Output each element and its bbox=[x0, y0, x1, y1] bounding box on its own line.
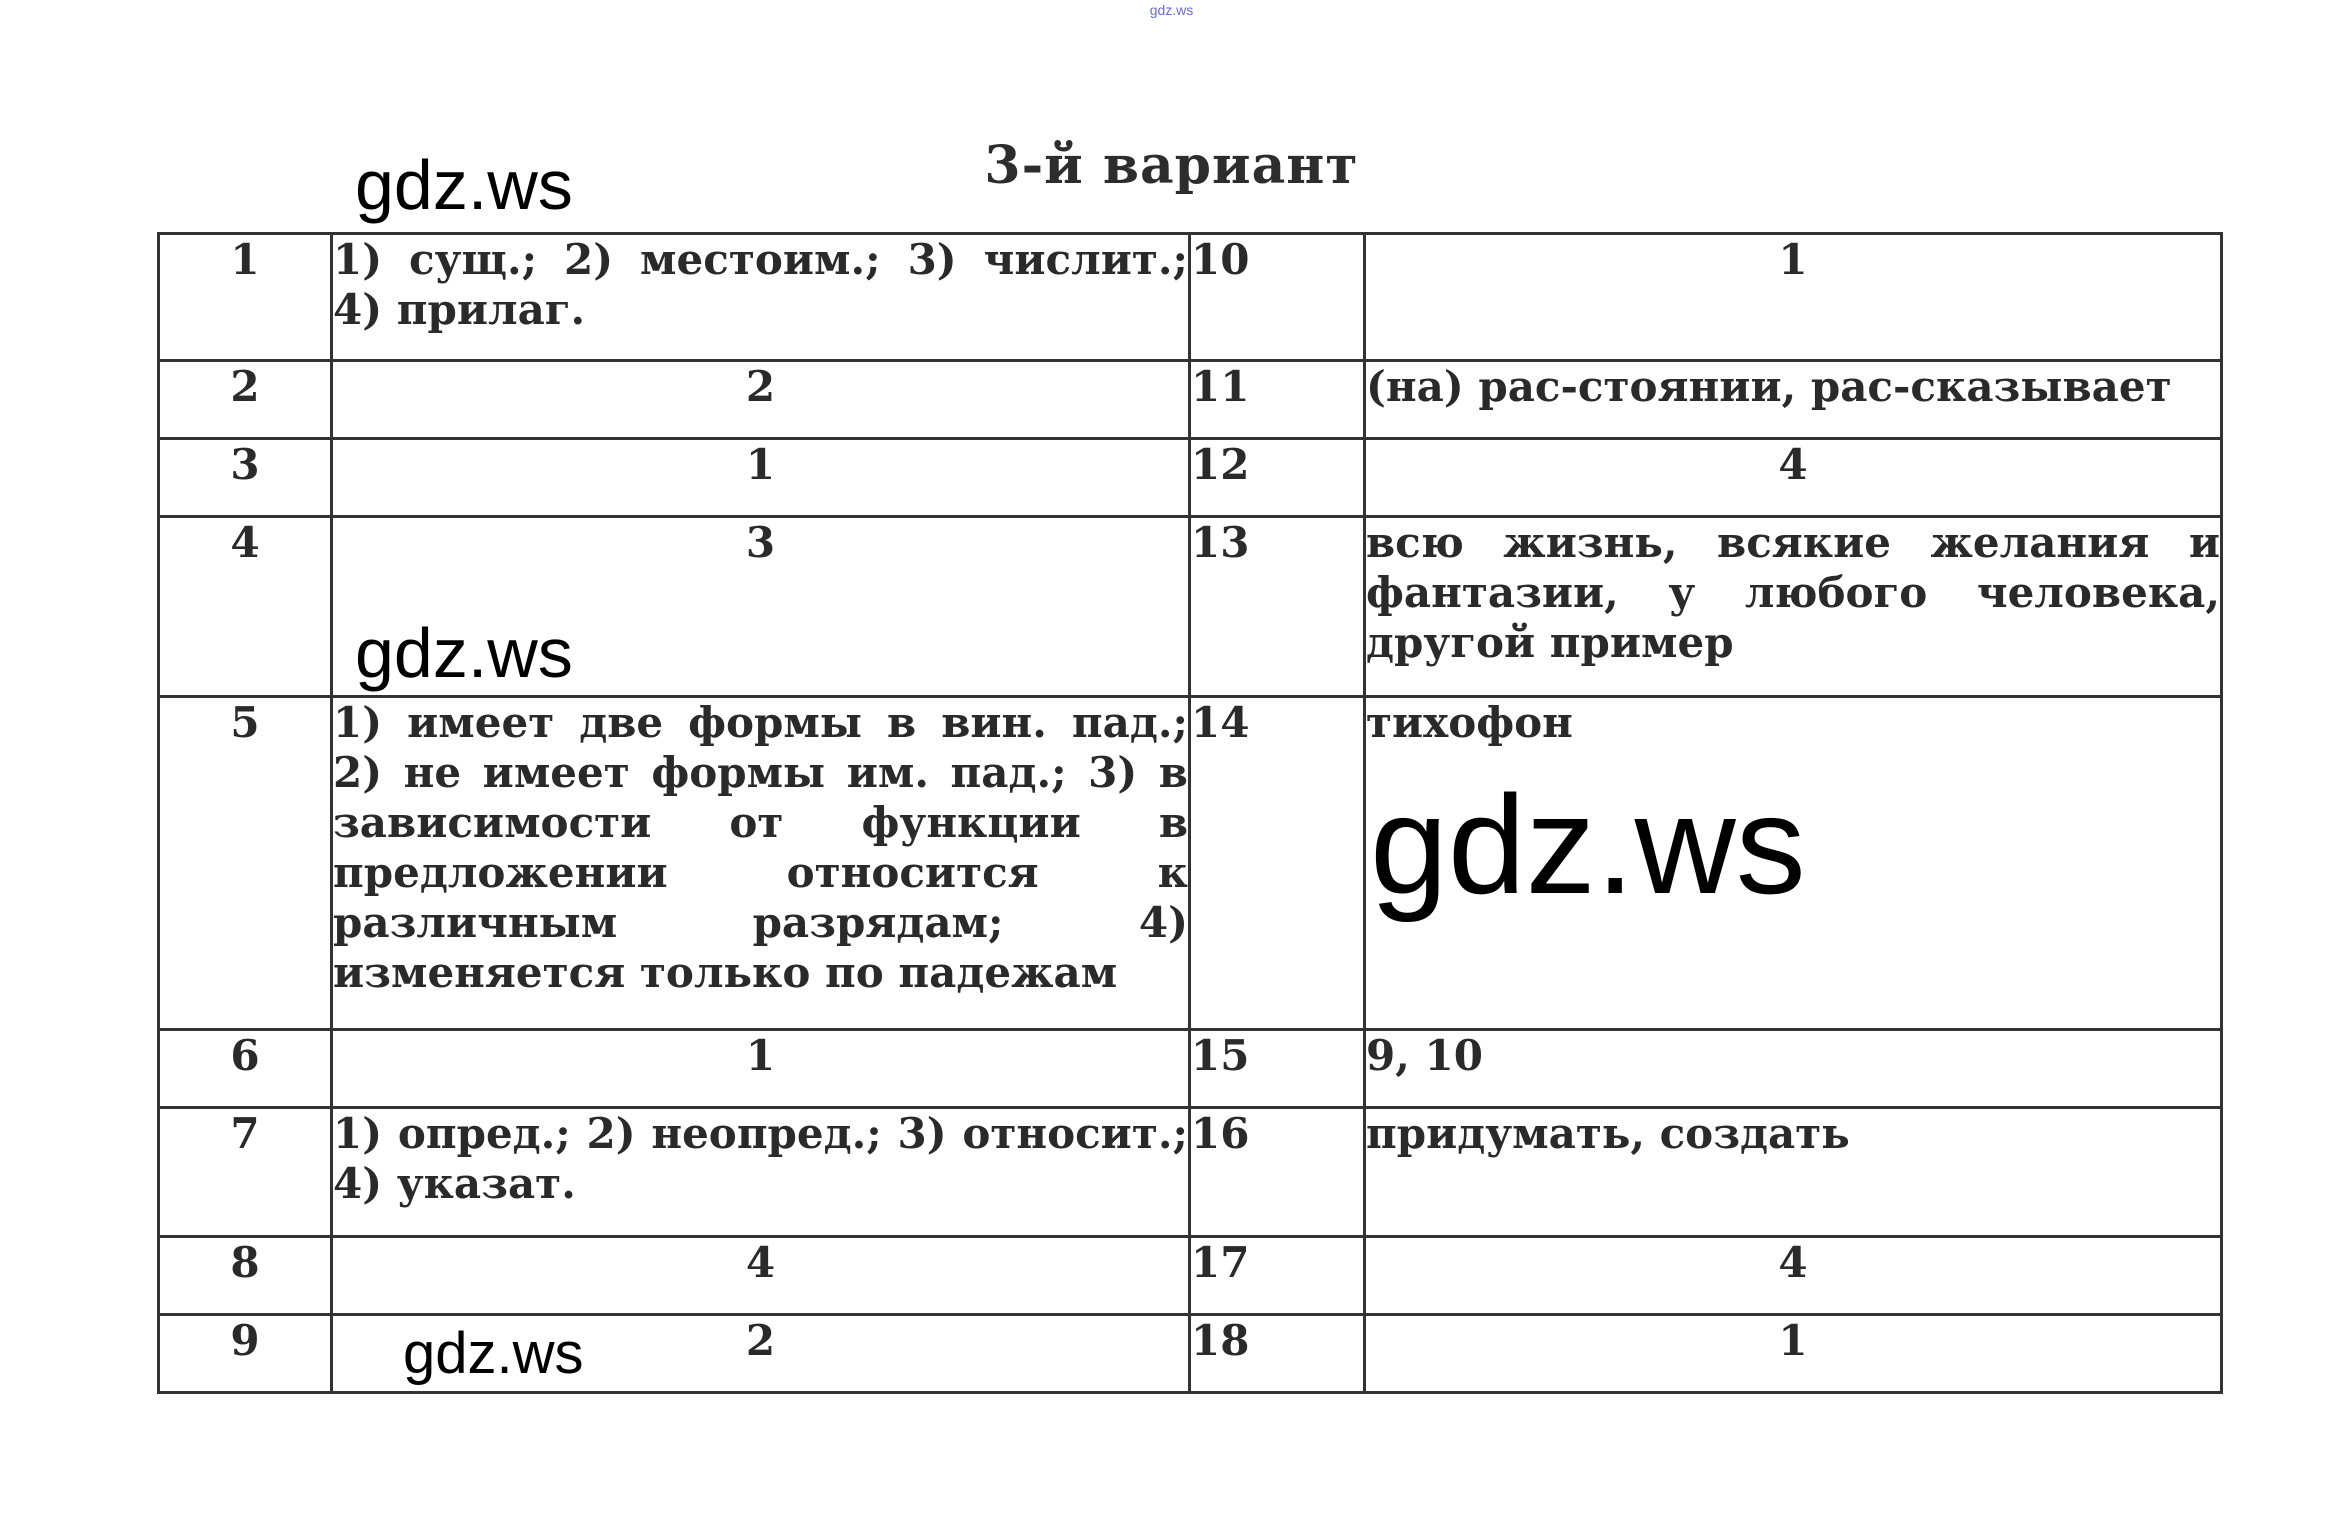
task-answer: 1) имеет две формы в вин. пад.; 2) не имеет формы им. пад.; 3) в зависимости от функции в предложении относится к различным разрядам; 4) изменяется только по падежам bbox=[332, 697, 1190, 1030]
task-answer: 1 bbox=[332, 439, 1190, 517]
task-number: 4 bbox=[159, 517, 332, 697]
task-number: 5 bbox=[159, 697, 332, 1030]
page-title: 3-й вариант bbox=[984, 135, 1359, 196]
watermark-text: gdz.ws bbox=[403, 1321, 584, 1386]
task-number: 3 bbox=[159, 439, 332, 517]
task-answer: 1 bbox=[1365, 1315, 2222, 1393]
table-row bbox=[159, 1030, 2222, 1108]
task-answer: 3 bbox=[332, 517, 1190, 697]
task-number: 16 bbox=[1190, 1108, 1365, 1237]
task-number: 10 bbox=[1190, 234, 1365, 361]
site-tag: gdz.ws bbox=[1149, 2, 1194, 18]
task-answer: 4 bbox=[1365, 1237, 2222, 1315]
table-row bbox=[159, 234, 2222, 361]
task-number: 2 bbox=[159, 361, 332, 439]
task-number: 8 bbox=[159, 1237, 332, 1315]
task-answer: всю жизнь, всякие желания и фантазии, у любого человека, другой пример bbox=[1365, 517, 2222, 697]
task-number: 6 bbox=[159, 1030, 332, 1108]
task-number: 1 bbox=[159, 234, 332, 361]
table-row bbox=[159, 439, 2222, 517]
table-row bbox=[159, 1237, 2222, 1315]
task-answer: 1 bbox=[1365, 234, 2222, 361]
task-answer: 2 bbox=[332, 361, 1190, 439]
task-number: 9 bbox=[159, 1315, 332, 1393]
watermark-text: gdz.ws bbox=[1370, 766, 1806, 923]
task-answer: 2 bbox=[332, 1315, 1190, 1393]
task-answer: 1) опред.; 2) неопред.; 3) относит.; 4) указат. bbox=[332, 1108, 1190, 1237]
task-number: 13 bbox=[1190, 517, 1365, 697]
task-answer: 4 bbox=[332, 1237, 1190, 1315]
table-row bbox=[159, 1108, 2222, 1237]
task-number: 15 bbox=[1190, 1030, 1365, 1108]
task-number: 12 bbox=[1190, 439, 1365, 517]
task-answer: 4 bbox=[1365, 439, 2222, 517]
table-row bbox=[159, 361, 2222, 439]
task-answer: 1 bbox=[332, 1030, 1190, 1108]
table-row bbox=[159, 697, 2222, 1030]
task-number: 11 bbox=[1190, 361, 1365, 439]
task-number: 18 bbox=[1190, 1315, 1365, 1393]
answer-table bbox=[157, 232, 2223, 1394]
task-answer: тихофон bbox=[1365, 697, 2222, 1030]
task-answer: придумать, создать bbox=[1365, 1108, 2222, 1237]
watermark-text: gdz.ws bbox=[355, 614, 573, 692]
task-number: 17 bbox=[1190, 1237, 1365, 1315]
task-answer: 1) сущ.; 2) местоим.; 3) числит.; 4) прилаг. bbox=[332, 234, 1190, 361]
task-answer: (на) рас-стоянии, рас-сказывает bbox=[1365, 361, 2222, 439]
task-answer: 9, 10 bbox=[1365, 1030, 2222, 1108]
task-number: 7 bbox=[159, 1108, 332, 1237]
watermark-text: gdz.ws bbox=[355, 146, 573, 224]
task-number: 14 bbox=[1190, 697, 1365, 1030]
